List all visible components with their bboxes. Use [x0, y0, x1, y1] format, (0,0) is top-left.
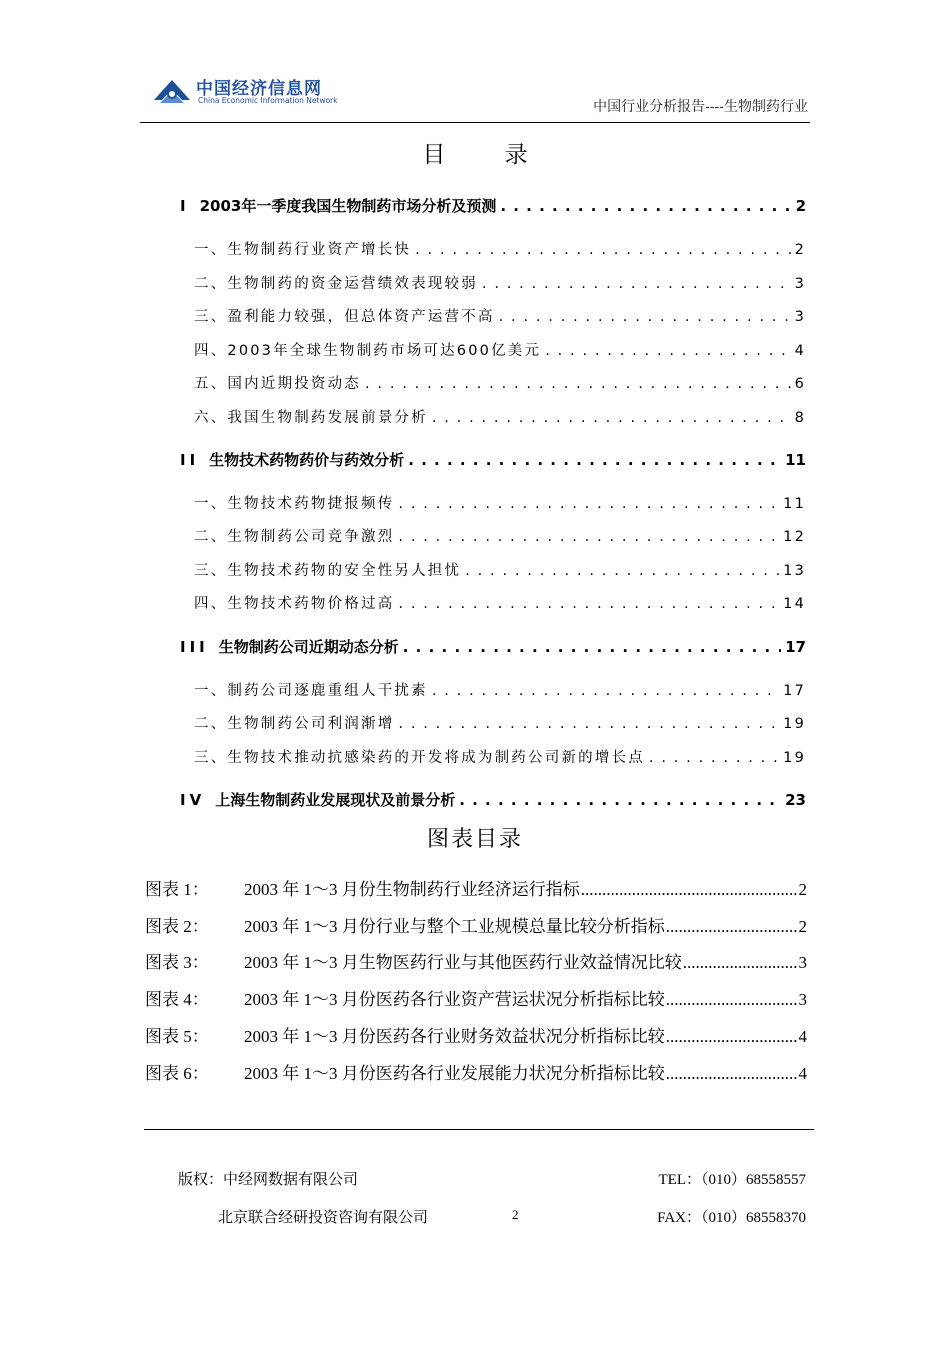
- toc-item-title: 一、生物技术药物捷报频传: [194, 496, 395, 512]
- toc-page-number: 4: [794, 343, 806, 359]
- toc-section-title: 上海生物制药业发展现状及前景分析: [215, 791, 456, 809]
- figure-title: 2003 年 1～3 月份生物制药行业经济运行指标: [244, 880, 580, 899]
- toc-page-number: 2: [794, 242, 806, 258]
- footer-copyright: 版权：中经网数据有限公司: [178, 1172, 359, 1188]
- figure-label: 图表 3：: [145, 953, 209, 972]
- toc-section-title: 2003年一季度我国生物制药市场分析及预测: [199, 197, 497, 215]
- dot-leader: [432, 410, 791, 426]
- toc-item-title: 二、生物制药公司利润渐增: [194, 716, 395, 732]
- toc-section-number: II: [180, 451, 200, 469]
- toc-page-number: 14: [783, 596, 806, 612]
- figure-page-number: 4: [798, 1027, 807, 1046]
- toc-item-row[interactable]: [194, 712, 806, 733]
- toc-page-number: 17: [783, 683, 806, 699]
- toc-page-number: 3: [794, 309, 806, 325]
- toc-page-number: 13: [783, 563, 806, 579]
- toc-item-title: 六、我国生物制药发展前景分析: [194, 410, 428, 426]
- figure-page-number: 3: [798, 990, 807, 1009]
- dot-leader: [666, 917, 798, 937]
- dot-leader: [403, 638, 781, 656]
- figure-row[interactable]: [145, 1059, 807, 1084]
- figure-title: 2003 年 1～3 月份行业与整个工业规模总量比较分析指标: [244, 917, 665, 936]
- toc-section-title: 生物技术药物药价与药效分析: [209, 451, 405, 469]
- report-title: 中国行业分析报告----生物制药行业: [593, 99, 808, 115]
- toc-page-number: 11: [783, 496, 806, 512]
- dot-leader: [666, 1027, 798, 1047]
- toc-item-title: 三、盈利能力较强，但总体资产运营不高: [194, 309, 495, 325]
- footer-page-number: 2: [512, 1207, 519, 1222]
- figure-label: 图表 6：: [145, 1064, 209, 1083]
- toc-item-row[interactable]: [194, 372, 806, 393]
- toc-item-title: 二、生物制药公司竞争激烈: [194, 529, 395, 545]
- figure-label: 图表 1：: [145, 880, 209, 899]
- toc-section-title: 生物制药公司近期动态分析: [218, 638, 399, 656]
- footer-tel: TEL：（010）68558557: [658, 1172, 806, 1188]
- figure-row[interactable]: [145, 948, 807, 973]
- footer-fax: FAX：（010）68558370: [657, 1210, 806, 1226]
- logo-english-name: China Economic Information Network: [198, 96, 338, 105]
- figure-row[interactable]: [145, 875, 807, 900]
- toc-item-row[interactable]: [194, 525, 806, 546]
- dot-leader: [482, 276, 791, 292]
- figure-page-number: 2: [798, 917, 807, 936]
- toc-page-number: 19: [783, 750, 806, 766]
- toc-section-number: III: [180, 638, 209, 656]
- figure-page-number: 2: [798, 880, 807, 899]
- dot-leader: [415, 242, 790, 258]
- toc-item-row[interactable]: [194, 679, 806, 700]
- figure-row[interactable]: [145, 912, 807, 937]
- toc-page-number: 19: [783, 716, 806, 732]
- logo: [150, 72, 390, 112]
- figure-list-title: 图表目录: [426, 827, 523, 852]
- toc-item-title: 三、生物技术推动抗感染药的开发将成为制药公司新的增长点: [194, 750, 645, 766]
- toc-item-row[interactable]: [194, 238, 806, 259]
- figure-page-number: 3: [798, 953, 807, 972]
- toc-section-row[interactable]: [180, 789, 806, 810]
- footer-company: 北京联合经研投资咨询有限公司: [218, 1210, 429, 1226]
- dot-leader: [666, 990, 798, 1010]
- toc-section-number: I: [180, 197, 190, 215]
- toc-section-row[interactable]: [180, 195, 806, 216]
- toc-page-number: 2: [795, 197, 806, 215]
- dot-leader: [398, 529, 779, 545]
- dot-leader: [398, 596, 779, 612]
- dot-leader: [408, 451, 781, 469]
- figure-title: 2003 年 1～3 月生物医药行业与其他医药行业效益情况比较: [244, 953, 682, 972]
- dot-leader: [581, 880, 798, 900]
- figure-row[interactable]: [145, 985, 807, 1010]
- dot-leader: [432, 683, 779, 699]
- toc-item-row[interactable]: [194, 339, 806, 360]
- figure-title: 2003 年 1～3 月份医药各行业资产营运状况分析指标比较: [244, 990, 665, 1009]
- toc-page-number: 6: [794, 376, 806, 392]
- figure-title: 2003 年 1～3 月份医药各行业发展能力状况分析指标比较: [244, 1064, 665, 1083]
- toc-item-row[interactable]: [194, 559, 806, 580]
- toc-item-row[interactable]: [194, 305, 806, 326]
- figure-title: 2003 年 1～3 月份医药各行业财务效益状况分析指标比较: [244, 1027, 665, 1046]
- toc-page-number: 3: [794, 276, 806, 292]
- toc-item-title: 四、生物技术药物价格过高: [194, 596, 395, 612]
- dot-leader: [499, 309, 791, 325]
- dot-leader: [666, 1064, 798, 1084]
- toc-page-number: 8: [794, 410, 806, 426]
- toc-page-number: 23: [785, 791, 806, 809]
- toc-item-row[interactable]: [194, 746, 806, 767]
- dot-leader: [500, 197, 791, 215]
- figure-page-number: 4: [798, 1064, 807, 1083]
- figure-label: 图表 2：: [145, 917, 209, 936]
- toc-section-row[interactable]: [180, 636, 806, 657]
- toc-item-title: 一、生物制药行业资产增长快: [194, 242, 412, 258]
- toc-page-number: 17: [785, 638, 806, 656]
- header-divider: [140, 122, 810, 123]
- toc-item-row[interactable]: [194, 592, 806, 613]
- logo-chinese-name: 中国经济信息网: [196, 79, 322, 99]
- toc-item-row[interactable]: [194, 492, 806, 513]
- dot-leader: [398, 716, 779, 732]
- toc-item-row[interactable]: [194, 272, 806, 293]
- toc-item-title: 四、2003年全球生物制药市场可达600亿美元: [194, 343, 542, 359]
- dot-leader: [649, 750, 779, 766]
- figure-row[interactable]: [145, 1022, 807, 1047]
- figure-label: 图表 4：: [145, 990, 209, 1009]
- footer-divider: [144, 1129, 814, 1130]
- toc-item-title: 三、生物技术药物的安全性另人担忧: [194, 563, 462, 579]
- toc-section-number: IV: [180, 791, 206, 809]
- toc-page-number: 12: [783, 529, 806, 545]
- dot-leader: [459, 791, 781, 809]
- toc-section-row[interactable]: [180, 449, 806, 470]
- toc-page-number: 11: [785, 451, 806, 469]
- dot-leader: [683, 953, 798, 973]
- dot-leader: [545, 343, 790, 359]
- figure-label: 图表 5：: [145, 1027, 209, 1046]
- dot-leader: [465, 563, 779, 579]
- toc-title: 目 录: [422, 142, 554, 168]
- logo-mark-icon: [150, 72, 196, 108]
- dot-leader: [365, 376, 791, 392]
- toc-item-title: 二、生物制药的资金运营绩效表现较弱: [194, 276, 478, 292]
- dot-leader: [398, 496, 779, 512]
- toc-item-title: 一、制药公司逐鹿重组人干扰素: [194, 683, 428, 699]
- toc-item-title: 五、国内近期投资动态: [194, 376, 361, 392]
- toc-item-row[interactable]: [194, 406, 806, 427]
